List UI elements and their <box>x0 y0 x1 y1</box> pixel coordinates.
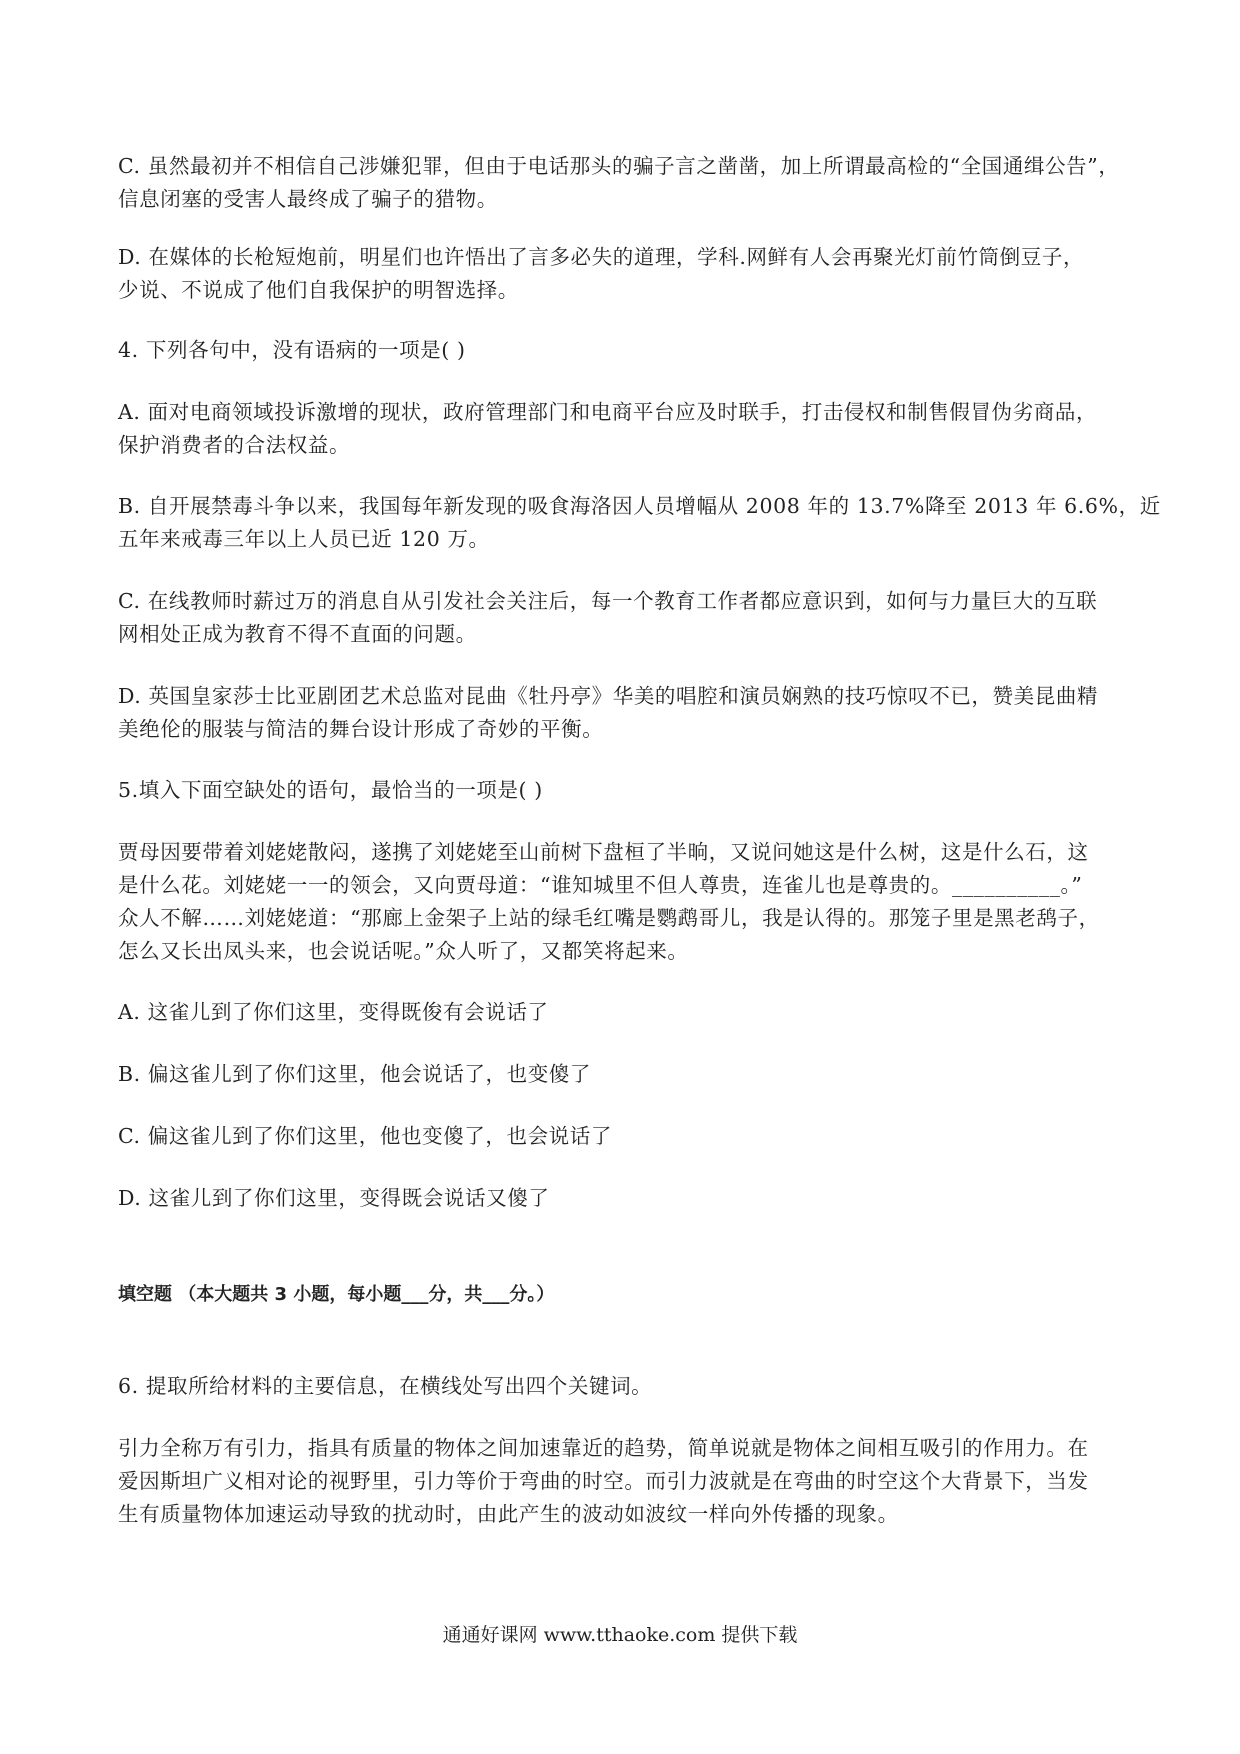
text-line: 美绝伦的服装与简洁的舞台设计形成了奇妙的平衡。 <box>118 717 604 741</box>
text-line: 是什么花。刘姥姥一一的领会，又向贾母道：“谁知城里不但人尊贵，连雀儿也是尊贵的。__________。” <box>118 873 1083 897</box>
q6-stem <box>118 1370 1138 1403</box>
q5-passage <box>118 836 1138 968</box>
text-line: 少说、不说成了他们自我保护的明智选择。 <box>118 278 519 302</box>
q6-passage <box>118 1432 1138 1531</box>
q3-option-d <box>118 241 1138 307</box>
text-line: 6. 提取所给材料的主要信息，在横线处写出四个关键词。 <box>118 1374 653 1398</box>
text-line: D. 英国皇家莎士比亚剧团艺术总监对昆曲《牡丹亭》华美的唱腔和演员娴熟的技巧惊叹不已，赞美昆曲精 <box>118 684 1099 708</box>
text-line: 网相处正成为教育不得不直面的问题。 <box>118 622 477 646</box>
section-heading: 填空题 （本大题共 3 小题，每小题___分，共___分。） <box>118 1284 555 1305</box>
text-line: 贾母因要带着刘姥姥散闷，遂携了刘姥姥至山前树下盘桓了半晌，又说问她这是什么树，这是什么石，这 <box>118 840 1089 864</box>
text-line: D. 在媒体的长枪短炮前，明星们也许悟出了言多必失的道理，学科.网鲜有人会再聚光灯前竹筒倒豆子， <box>118 245 1085 269</box>
text-line: B. 自开展禁毒斗争以来，我国每年新发现的吸食海洛因人员增幅从 2008 年的 13.7%降至 2013 年 6.6%，近 <box>118 494 1161 518</box>
text-line: 引力全称万有引力，指具有质量的物体之间加速靠近的趋势，简单说就是物体之间相互吸引的作用力。在 <box>118 1436 1089 1460</box>
q4-stem <box>118 334 1138 367</box>
text-line: C. 偏这雀儿到了你们这里，他也变傻了，也会说话了 <box>118 1124 612 1148</box>
q4-option-d <box>118 680 1138 746</box>
q5-option-d <box>118 1182 1138 1215</box>
text-line: 信息闭塞的受害人最终成了骗子的猎物。 <box>118 187 498 211</box>
text-line: 5.填入下面空缺处的语句，最恰当的一项是( ) <box>118 778 543 802</box>
text-line: 五年来戒毒三年以上人员已近 120 万。 <box>118 527 490 551</box>
page-footer: 通通好课网 www.tthaoke.com 提供下载 <box>442 1624 798 1646</box>
text-line: C. 虽然最初并不相信自己涉嫌犯罪，但由于电话那头的骗子言之凿凿，加上所谓最高检的“全国通缉公告”， <box>118 154 1120 178</box>
text-line: 生有质量物体加速运动导致的扰动时，由此产生的波动如波纹一样向外传播的现象。 <box>118 1502 899 1526</box>
text-line: B. 偏这雀儿到了你们这里，他会说话了，也变傻了 <box>118 1062 591 1086</box>
text-line: 众人不解……刘姥姥道：“那廊上金架子上站的绿毛红嘴是鹦鹉哥儿，我是认得的。那笼子里是黑老鸹子， <box>118 906 1100 930</box>
q5-option-c <box>118 1120 1138 1153</box>
q5-option-b <box>118 1058 1138 1091</box>
text-line: 怎么又长出凤头来，也会说话呢。”众人听了，又都笑将起来。 <box>118 939 689 963</box>
text-line: D. 这雀儿到了你们这里，变得既会说话又傻了 <box>118 1186 550 1210</box>
q5-option-a <box>118 996 1138 1029</box>
text-line: 爱因斯坦广义相对论的视野里，引力等价于弯曲的时空。而引力波就是在弯曲的时空这个大背景下，当发 <box>118 1469 1089 1493</box>
text-line: C. 在线教师时薪过万的消息自从引发社会关注后，每一个教育工作者都应意识到，如何与力量巨大的互联 <box>118 589 1098 613</box>
text-line: A. 这雀儿到了你们这里，变得既俊有会说话了 <box>118 1000 549 1024</box>
q3-option-c <box>118 150 1138 216</box>
text-line: A. 面对电商领域投诉激增的现状，政府管理部门和电商平台应及时联手，打击侵权和制售假冒伪劣商品， <box>118 400 1098 424</box>
text-line: 保护消费者的合法权益。 <box>118 433 351 457</box>
q5-stem <box>118 774 1138 807</box>
text-line: 4. 下列各句中，没有语病的一项是( ) <box>118 338 466 362</box>
q4-option-c <box>118 585 1138 651</box>
q4-option-a <box>118 396 1138 462</box>
q4-option-b <box>118 490 1161 556</box>
